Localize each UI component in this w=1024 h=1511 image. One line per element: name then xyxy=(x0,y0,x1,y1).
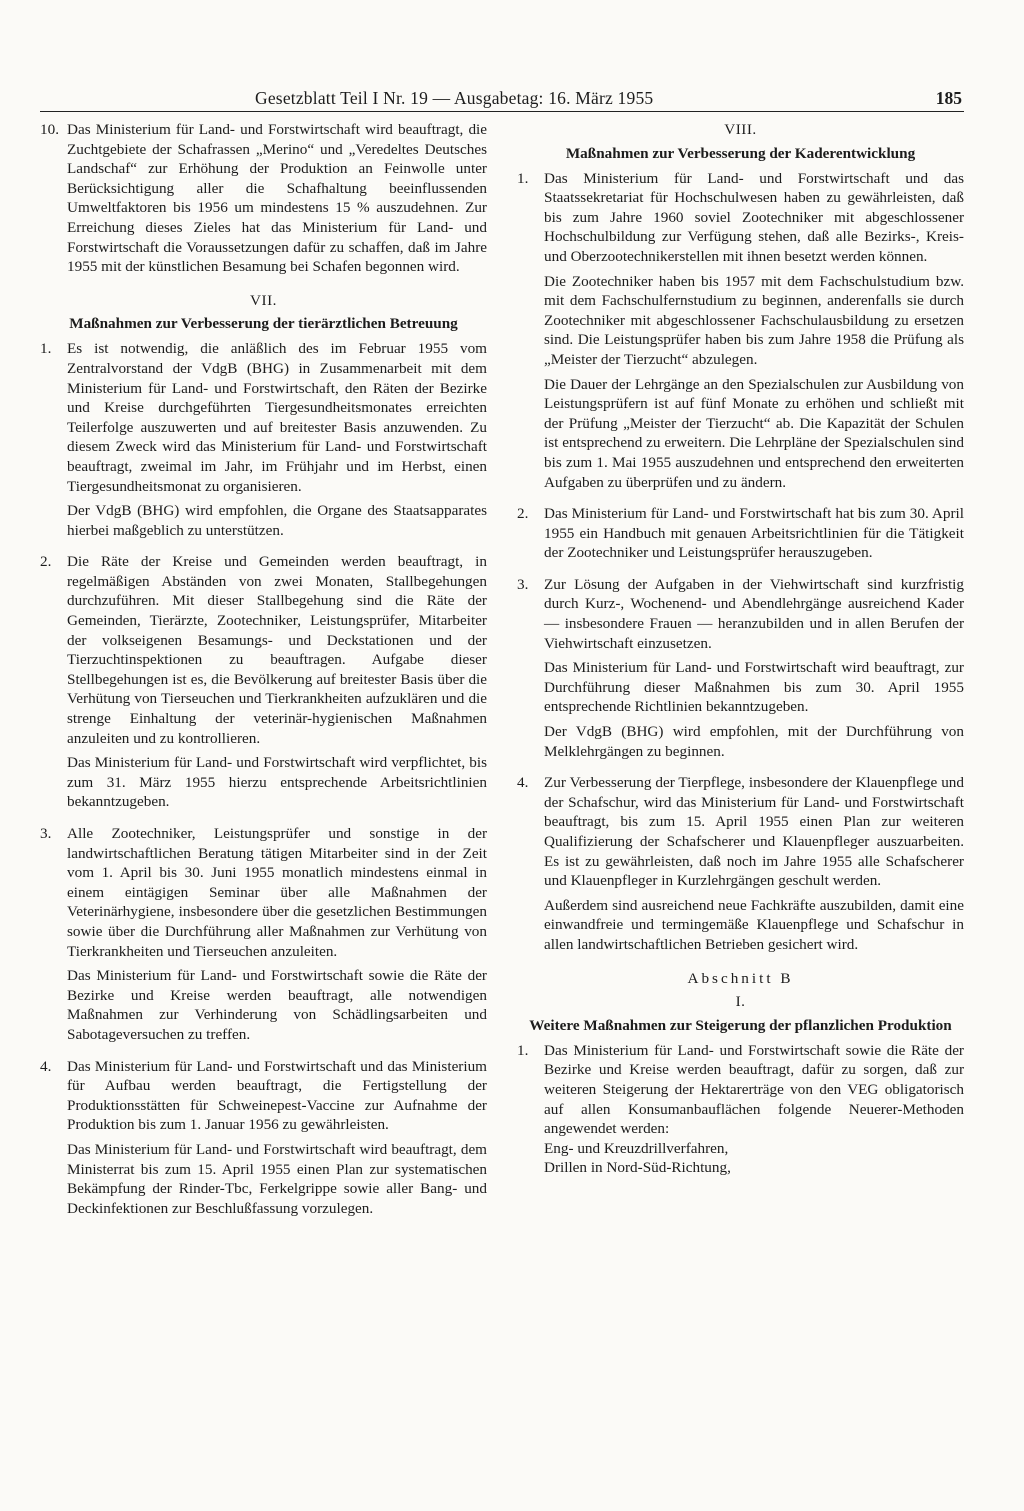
item-paragraph: Das Ministerium für Land- und Forstwirtschaft sowie die Räte der Bezirke und Kreise werden beauftragt, alle notwendigen Maßnahmen zur Verhinderung von Schädlingsarbeiten und Sabotageversuchen zu treffen. xyxy=(67,967,487,1043)
item-paragraph: Der VdgB (BHG) wird empfohlen, die Organe des Staatsapparates hierbei maßgeblich zu unterstützen. xyxy=(67,502,487,539)
item-text: Es ist notwendig, die anläßlich des im Februar 1955 vom Zentralvorstand der VdgB (BHG) in Zusammenarbeit mit dem Ministerium für Land- und Forstwirtschaft, den Räten der Bezirke und Kreise durchgeführten Tiergesundheitsmonates erreichten Teilerfolge auszuwerten und auf breitester Basis anzuwenden. Zu diesem Zweck wird das Ministerium für Land- und Forstwirtschaft beauftragt, zweimal im Jahr, im Frühjahr und im Herbst, einen Tiergesundheitsmonat zu organisieren. xyxy=(67,340,487,495)
list-item xyxy=(40,824,487,1045)
item-text: Die Räte der Kreise und Gemeinden werden beauftragt, in regelmäßigen Abständen von zwei Monaten, Stallbegehungen durchzuführen. Mit dieser Stallbegehung sind die Räte der Gemeinden, Tierärzte, Zootechniker, Leistungsprüfer, Mitarbeiter der volkseigenen Besamungs- und Deckstationen und der Tierzuchtinspektionen zu beauftragen. Aufgabe dieser Stellbegehungen ist es, die Bevölkerung auf breitester Basis über die Verhütung von Tierseuchen und Tierkrankheiten aufzuklären und die strenge Einhaltung der veterinär-hygienischen Maßnahmen anzuleiten und zu kontrollieren. xyxy=(67,553,487,747)
section-number: I. xyxy=(735,993,746,1011)
item-number: 4. xyxy=(40,1057,52,1075)
item-text: Das Ministerium für Land- und Forstwirtschaft sowie die Räte der Bezirke und Kreise werden beauftragt, dafür zu sorgen, daß zur weiteren Steigerung der Hektarerträge von den VEG obligatorisch auf allen Konsumanbauflächen folgende Neuerer-Methoden angewendet werden: xyxy=(544,1041,964,1138)
section-title: Maßnahmen zur Verbesserung der tierärztlichen Betreuung xyxy=(69,315,458,333)
abschnitt-heading: Abschnitt B xyxy=(687,969,794,987)
item-paragraph: Außerdem sind ausreichend neue Fachkräfte auszubilden, damit eine einwandfreie und termingemäße Klauenpflege und Schafschur in allen landwirtschaftlichen Betrieben gesichert wird. xyxy=(544,896,964,953)
item-number: 1. xyxy=(40,340,52,358)
list-item xyxy=(517,169,964,493)
list-item xyxy=(40,1057,487,1219)
item-number: 1. xyxy=(517,1041,529,1059)
left-column xyxy=(40,120,487,1218)
item-text: Das Ministerium für Land- und Forstwirtschaft wird beauftragt, die Zuchtgebiete der Schafrassen „Merino“ und „Veredeltes Deutsches Landschaf“ zur Erhöhung der Produktion an Feinwolle unter Berücksichtigung aller die Schafhaltung beeinflussenden Umweltfaktoren bis 1956 um mindestens 15 % auszudehnen. Zur Erreichung dieses Zieles hat das Ministerium für Land- und Forstwirtschaft die Voraussetzungen dafür zu schaffen, daß im Jahre 1955 mit der künstlichen Besamung bei Schafen begonnen wird. xyxy=(67,121,487,276)
list-item xyxy=(40,552,487,812)
right-column xyxy=(517,120,964,1178)
item-text: Zur Verbesserung der Tierpflege, insbesondere der Klauenpflege und der Schafschur, wird das Ministerium für Land- und Forstwirtschaft beauftragt, bis zum 15. April 1955 einen Plan zur weiteren Qualifizierung der Schafscherer und Klauenpfleger auszuarbeiten. Es ist zu gewährleisten, daß noch im Jahre 1955 alle Schafscherer und Klauenpfleger in Kurzlehrgängen geschult werden. xyxy=(544,774,964,890)
item-paragraph: Das Ministerium für Land- und Forstwirtschaft wird verpflichtet, bis zum 31. März 1955 hierzu entsprechende Arbeitsrichtlinien bekanntzugeben. xyxy=(67,754,487,811)
item-paragraph: Die Dauer der Lehrgänge an den Spezialschulen zur Ausbildung von Leistungsprüfern ist auf fünf Monate zu erhöhen und schließt mit der Prüfung „Meister der Tierzucht“ ab. Die Kapazität der Schulen ist entsprechend zu erweitern. Die Lehrpläne der Spezialschulen sind bis zum 1. Mai 1955 auszudehnen und entsprechend den erweiterten Aufgaben zu überprüfen und zu ändern. xyxy=(544,375,964,491)
gazette-header-title: Gesetzblatt Teil I Nr. 19 — Ausgabetag: 16. März 1955 xyxy=(255,88,654,108)
item-10 xyxy=(40,120,487,277)
item-text: Das Ministerium für Land- und Forstwirtschaft und das Staatssekretariat für Hochschulwesen haben zu gewährleisten, daß bis zum Jahre 1960 soviel Zootechniker mit abgeschlossener Hochschulbildung zur Verfügung stehen, daß alle Bezirks-, Kreis- und Oberzootechnikerstellen mit ihnen besetzt werden können. xyxy=(544,169,964,265)
item-paragraph: Das Ministerium für Land- und Forstwirtschaft wird beauftragt, dem Ministerrat bis zum 15. April 1955 einen Plan zur systematischen Bekämpfung der Rinder-Tbc, Ferkelgrippe sowie aller Bang- und Deckinfektionen zur Beschlußfassung vorzulegen. xyxy=(67,1140,487,1217)
list-item xyxy=(517,773,964,954)
section-title: Weitere Maßnahmen zur Steigerung der pflanzlichen Produktion xyxy=(529,1016,952,1034)
item-number: 2. xyxy=(517,505,529,523)
list-item xyxy=(517,504,964,563)
item-paragraph: Die Zootechniker haben bis 1957 mit dem Fachschulstudium bzw. mit dem Fachschulfernstudium zu beginnen, anderenfalls sie durch Zootechniker mit abgeschlossener Fachschulausbildung zu ersetzen sind. Die Leistungsprüfer haben bis zum Jahre 1958 die Prüfung als „Meister der Tierzucht“ abzulegen. xyxy=(544,272,964,368)
list-item xyxy=(517,575,964,761)
item-paragraph: Das Ministerium für Land- und Forstwirtschaft wird beauftragt, zur Durchführung dieser Maßnahmen bis zum 30. April 1955 entsprechende Richtlinien bekanntzugeben. xyxy=(544,659,964,716)
item-text: Das Ministerium für Land- und Forstwirtschaft und das Ministerium für Aufbau werden beauftragt, die Fertigstellung der Produktionsstätten für Schweinepest-Vaccine zur Aufnahme der Produktion bis zum 1. Januar 1956 zu gewährleisten. xyxy=(67,1057,487,1134)
section-number: VIII. xyxy=(724,121,757,138)
item-text: Zur Lösung der Aufgaben in der Viehwirtschaft sind kurzfristig durch Kurz-, Wochenend- und Abendlehrgänge ausreichend Kader — insbesondere Frauen — heranzubilden und in allen Berufen der Viehwirtschaft einzusetzen. xyxy=(544,575,964,652)
item-line: Eng- und Kreuzdrillverfahren, xyxy=(544,1139,729,1157)
item-number: 2. xyxy=(40,553,52,571)
section-number: VII. xyxy=(250,291,277,309)
header-rule xyxy=(40,111,964,112)
item-number: 10. xyxy=(40,121,59,138)
item-number: 3. xyxy=(40,825,52,842)
item-text: Alle Zootechniker, Leistungsprüfer und sonstige in der landwirtschaftlichen Beratung tätigen Mitarbeiter sind in der Zeit vom 1. April bis 30. Juni 1955 monatlich mindestens einmal in einem eintägigen Seminar über alle Maßnahmen der Veterinärhygiene, insbesondere über die gesetzlichen Bestimmungen sowie über die Durchführung aller Maßnahmen zur Verhütung von Tierkrankheiten und Tierseuchen anzuleiten. xyxy=(67,825,487,960)
item-paragraph: Der VdgB (BHG) wird empfohlen, mit der Durchführung von Melklehrgängen zu beginnen. xyxy=(544,723,964,760)
list-item xyxy=(40,339,487,540)
item-number: 3. xyxy=(517,575,529,593)
list-item xyxy=(517,1041,964,1178)
item-number: 4. xyxy=(517,774,529,792)
item-text: Das Ministerium für Land- und Forstwirtschaft hat bis zum 30. April 1955 ein Handbuch mit genauen Arbeitsrichtlinien für die Tätigkeit der Zootechniker und Leistungsprüfer herauszugeben. xyxy=(544,505,964,562)
section-title: Maßnahmen zur Verbesserung der Kaderentwicklung xyxy=(565,144,916,162)
item-line: Drillen in Nord-Süd-Richtung, xyxy=(544,1159,731,1177)
page-number: 185 xyxy=(935,88,962,108)
item-number: 1. xyxy=(517,169,529,187)
